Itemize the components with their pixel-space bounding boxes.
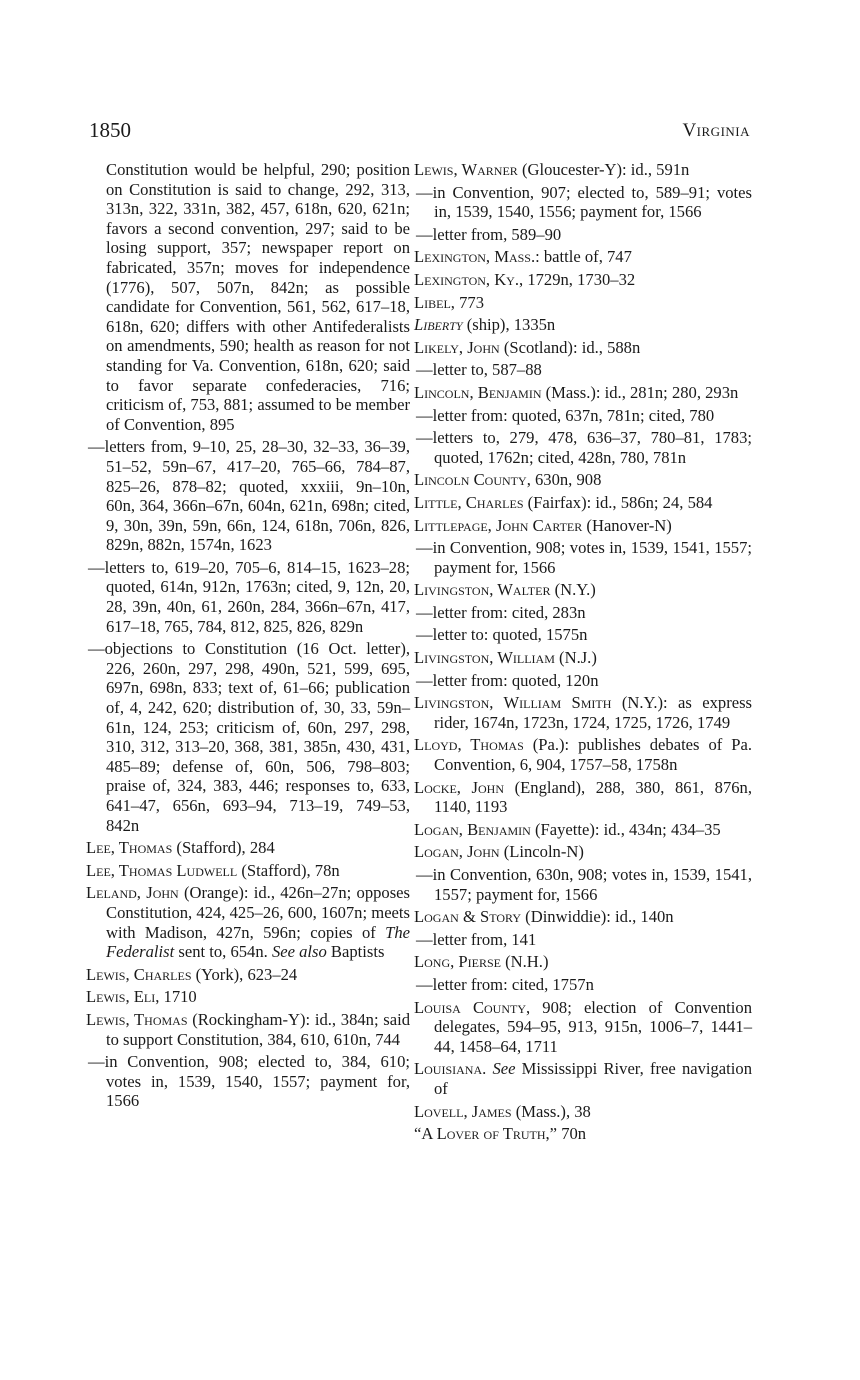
entry-heading: Livingston, Walter	[414, 580, 551, 600]
entry-text: —objections to Constitution (16 Oct. letter), 226, 260n, 297, 298, 490n, 521, 599, 695, 697n, 698n, 833; text of, 61–66; publication of, 4, 242, 620; distribution of, 30, 33, 59n–61n, 124, 253; criticism of, 60n, 297, 298, 310, 312, 313–20, 368, 381, 385n, 430, 431, 485–89; defense of, 60n, 506, 798–803; praise of, 324, 383, 446; responses to, 633, 641–47, 656n, 693–94, 713–19, 749–53, 842n	[88, 639, 410, 835]
entry-text: —letter from: cited, 1757n	[416, 974, 594, 994]
entry-text: (Fayette): id., 434n; 434–35	[530, 819, 721, 839]
entry-text: (Mass.): id., 281n; 280, 293n	[541, 382, 739, 402]
entry-text: (Stafford), 284	[172, 838, 275, 858]
entry-heading: Lewis, Eli	[86, 987, 156, 1007]
index-entry	[414, 580, 752, 600]
index-subentry	[86, 639, 410, 835]
entry-text: —letter from, 589–90	[416, 224, 562, 244]
entry-text: Mississippi River, free navigation of	[434, 1059, 752, 1098]
entry-text: —in Convention, 907; elected to, 589–91; votes in, 1539, 1540, 1556; payment for, 1566	[416, 182, 752, 222]
entry-text: , 630n, 908	[526, 470, 602, 490]
index-entry	[414, 338, 752, 358]
entry-heading: Lewis, Warner	[414, 160, 518, 179]
index-subentry	[414, 603, 752, 623]
entry-heading: Louisiana.	[414, 1059, 487, 1079]
index-entry	[414, 820, 752, 840]
index-entry	[414, 693, 752, 732]
entry-heading: Livingston, William Smith	[414, 693, 612, 713]
entry-heading: Lexington, Mass.	[414, 247, 536, 267]
entry-heading: Leland, John	[86, 883, 179, 903]
entry-text: (Hanover-N)	[582, 515, 672, 535]
index-entry	[414, 998, 752, 1057]
entry-text: (Fairfax): id., 586n; 24, 584	[523, 492, 713, 512]
index-entry	[414, 247, 752, 267]
index-entry	[414, 648, 752, 668]
entry-text: —in Convention, 630n, 908; votes in, 1539, 1541, 1557; payment for, 1566	[416, 865, 752, 904]
entry-text: —letters from, 9–10, 25, 28–30, 32–33, 36–39, 51–52, 59n–67, 417–20, 765–66, 784–87, 825–26, 878–82; quoted, xxxiii, 9n–10n, 60n, 364, 366n–67n, 604n, 621n, 698n; cited, 9, 30n, 39n, 59n, 66n, 124, 618n, 706n, 826, 829n, 882n, 1574n, 1623	[88, 437, 410, 555]
page-number: 1850	[89, 118, 131, 142]
index-entry	[414, 842, 752, 862]
entry-text: —in Convention, 908; elected to, 384, 610; votes in, 1539, 1540, 1557; payment for, 1566	[88, 1052, 410, 1111]
index-subentry	[414, 406, 752, 426]
index-entry	[86, 861, 410, 881]
entry-text: (England), 288, 380, 861, 876n, 1140, 1193	[434, 777, 752, 817]
entry-heading: Logan, John	[414, 842, 500, 862]
entry-text: —in Convention, 908; votes in, 1539, 1541, 1557; payment for, 1566	[416, 538, 752, 577]
index-entry	[414, 735, 752, 774]
index-subentry	[414, 183, 752, 222]
entry-text: 70n	[557, 1124, 587, 1144]
index-subentry	[414, 538, 752, 577]
entry-text: (York), 623–24	[191, 964, 298, 984]
entry-text: —letter to: quoted, 1575n	[416, 625, 588, 645]
entry-text: —letters to, 279, 478, 636–37, 780–81, 1783; quoted, 1762n; cited, 428n, 780, 781n	[416, 428, 752, 467]
entry-italic: The Federalist	[106, 922, 410, 962]
index-entry	[414, 778, 752, 817]
entry-heading: Logan & Story	[414, 907, 522, 927]
index-entry	[414, 293, 752, 313]
index-entry	[414, 1124, 752, 1144]
entry-text: (N.J.)	[554, 648, 597, 668]
index-column-left	[86, 160, 410, 1114]
entry-text: sent to, 654n.	[174, 942, 272, 962]
entry-text: (Orange): id., 426n–27n; opposes Constitution, 424, 425–26, 600, 1607n; meets with Madison, 427n, 596n; copies of	[106, 883, 410, 942]
index-entry	[414, 493, 752, 513]
index-subentry	[414, 865, 752, 904]
index-subentry	[414, 671, 752, 691]
index-entry	[86, 965, 410, 985]
entry-heading: Lloyd, Thomas	[414, 735, 524, 755]
entry-heading: Lincoln County	[414, 470, 527, 490]
entry-text: —letters to, 619–20, 705–6, 814–15, 1623–28; quoted, 614n, 912n, 1763n; cited, 9, 12n, 20, 28, 39n, 40n, 61, 260n, 284, 366n–67n, 417, 617–18, 765, 784, 812, 825, 826, 829n	[88, 557, 410, 636]
entry-heading: Likely, John	[414, 337, 500, 357]
entry-text: (Dinwiddie): id., 140n	[521, 907, 674, 927]
index-subentry	[86, 558, 410, 636]
index-entry	[414, 470, 752, 490]
entry-italic: See also	[271, 942, 327, 962]
entry-heading: Lincoln, Benjamin	[414, 382, 542, 402]
entry-text: —letter from, 141	[416, 929, 537, 949]
entry-italic: See	[492, 1059, 516, 1079]
entry-heading: Lovell, James	[414, 1101, 512, 1121]
entry-text: (N.Y.)	[550, 580, 596, 600]
entry-heading: Long, Pierse	[414, 952, 501, 972]
entry-text: (Rockingham-Y): id., 384n; said to support Constitution, 384, 610, 610n, 744	[106, 1009, 411, 1049]
entry-heading: Lee, Thomas	[86, 838, 173, 858]
index-entry	[86, 838, 410, 858]
index-entry-continuation	[86, 160, 410, 434]
entry-text: Constitution would be helpful, 290; position on Constitution is said to change, 292, 313, 313n, 322, 331n, 382, 457, 618n, 620, 621n; favors a second convention, 297; said to be losing support, 357; newspaper report on fabricated, 357n; moves for independence (1776), 507, 507n, 842n; as possible candidate for Convention, 561, 562, 617–18, 618n, 620; differs with other Antifederalists on amendments, 590; health as reason for not standing for Va. Convention, 618n, 620; said to favor separate confederacies, 716; criticism of, 753, 881; assumed to be member of Convention, 895	[106, 160, 410, 434]
entry-heading: Liberty	[414, 315, 463, 335]
index-entry	[414, 270, 752, 290]
entry-text: —letter from: quoted, 120n	[416, 670, 599, 690]
index-entry	[414, 952, 752, 972]
entry-text: (Stafford), 78n	[237, 860, 340, 880]
entry-text: —letter to, 587–88	[416, 360, 542, 380]
entry-text: —letter from: quoted, 637n, 781n; cited, 780	[416, 405, 715, 425]
index-subentry	[414, 428, 752, 467]
index-entry	[414, 1059, 752, 1098]
entry-heading: Locke, John	[414, 777, 505, 797]
entry-heading: Little, Charles	[414, 492, 524, 512]
index-column-right	[414, 160, 752, 1147]
entry-text: (N.H.)	[501, 952, 549, 972]
index-entry	[414, 516, 752, 536]
index-entry	[414, 160, 752, 180]
index-entry	[86, 1010, 410, 1049]
entry-heading: Livingston, William	[414, 648, 555, 668]
entry-text: (Scotland): id., 588n	[499, 337, 641, 357]
index-entry	[414, 1102, 752, 1122]
index-entry	[414, 315, 752, 335]
entry-heading: Lewis, Thomas	[86, 1009, 188, 1029]
entry-text: , 908; election of Convention delegates, 594–95, 913, 915n, 1006–7, 1441–44, 1458–64, 1711	[434, 997, 752, 1056]
entry-text: (N.Y.): as express rider, 1674n, 1723n, 1724, 1725, 1726, 1749	[434, 693, 752, 732]
index-subentry	[414, 225, 752, 245]
running-head: Virginia	[682, 120, 750, 141]
entry-heading: Lexington, Ky.	[414, 269, 520, 289]
index-entry	[86, 883, 410, 961]
entry-text: —letter from: cited, 283n	[416, 602, 586, 622]
entry-text: , 1729n, 1730–32	[519, 269, 636, 289]
entry-text: (Gloucester-Y): id., 591n	[517, 160, 690, 179]
entry-heading: Louisa County	[414, 997, 527, 1017]
index-entry	[414, 383, 752, 403]
index-subentry	[414, 360, 752, 380]
index-subentry	[86, 437, 410, 555]
entry-text: Baptists	[326, 942, 385, 962]
entry-text: , 1710	[155, 987, 197, 1007]
entry-heading: Lewis, Charles	[86, 964, 192, 984]
entry-text: (Pa.): publishes debates of Pa. Convention, 6, 904, 1757–58, 1758n	[434, 735, 752, 775]
entry-text: , 773	[450, 292, 484, 312]
entry-heading: Littlepage, John Carter	[414, 515, 583, 535]
index-subentry	[414, 975, 752, 995]
entry-text: (Lincoln-N)	[499, 842, 584, 862]
entry-heading: Lee, Thomas Ludwell	[86, 860, 238, 880]
entry-text: (Mass.), 38	[511, 1101, 591, 1121]
index-entry	[86, 987, 410, 1007]
entry-text: (ship), 1335n	[462, 315, 556, 335]
entry-text: : battle of, 747	[535, 247, 632, 267]
index-entry	[414, 907, 752, 927]
entry-heading: “A Lover of Truth,”	[414, 1124, 558, 1144]
entry-heading: Libel	[414, 292, 451, 312]
entry-heading: Logan, Benjamin	[414, 819, 531, 839]
index-subentry	[414, 930, 752, 950]
index-subentry	[86, 1052, 410, 1111]
index-subentry	[414, 625, 752, 645]
